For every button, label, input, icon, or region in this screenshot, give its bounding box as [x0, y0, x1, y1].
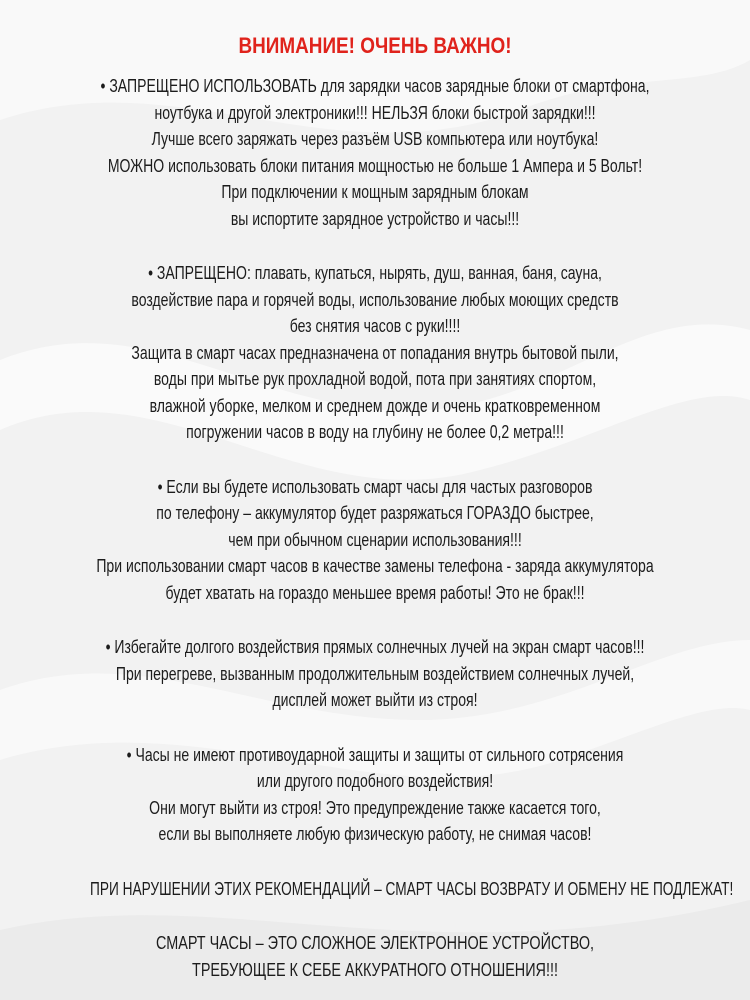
charging-warning-block	[0, 73, 750, 232]
text-line: воздействие пара и горячей воды, использование любых моющих средств	[131, 289, 619, 310]
text-line: если вы выполняете любую физическую работу, не снимая часов!	[158, 824, 592, 844]
sunlight-warning-block	[0, 634, 750, 714]
text-line: При использовании смарт часов в качестве замены телефона - заряда аккумулятора	[96, 556, 654, 576]
text-line: СМАРТ ЧАСЫ – ЭТО СЛОЖНОЕ ЭЛЕКТРОННОЕ УСТРОЙСТВО,	[155, 933, 595, 953]
text-line: ТРЕБУЮЩЕЕ К СЕБЕ АККУРАТНОГО ОТНОШЕНИЯ!!!	[192, 960, 558, 980]
text-line: вы испортите зарядное устройство и часы!!!	[230, 208, 520, 229]
shock-warning-block	[0, 742, 750, 848]
battery-warning-block	[0, 474, 750, 607]
return-policy-warning	[0, 876, 750, 903]
text-line: дисплей может выйти из строя!	[272, 690, 478, 710]
text-line: или другого подобного воздействия!	[256, 771, 494, 791]
text-line: погружении часов в воду на глубину не более 0,2 метра!!!	[186, 422, 564, 442]
text-line: воды при мытье рук прохладной водой, пота при занятиях спортом,	[153, 369, 597, 389]
closing-note	[0, 930, 750, 984]
text-line: Они могут выйти из строя! Это предупреждение также касается того,	[149, 797, 601, 818]
text-line: Лучше всего заряжать через разъём USB компьютера или ноутбука!	[151, 129, 599, 149]
text-line: При подключении к мощным зарядным блокам	[221, 182, 529, 202]
text-line: • ЗАПРЕЩЕНО ИСПОЛЬЗОВАТЬ для зарядки часов зарядные блоки от смартфона,	[100, 76, 650, 96]
text-line: влажной уборке, мелком и среднем дожде и очень кратковременном	[149, 395, 601, 416]
text-line: • Если вы будете использовать смарт часы для частых разговоров	[157, 476, 593, 497]
text-line: по телефону – аккумулятор будет разряжаться ГОРАЗДО быстрее,	[156, 503, 594, 523]
text-line: будет хватать на гораздо меньшее время работы! Это не брак!!!	[165, 582, 585, 603]
water-warning-block	[0, 260, 750, 446]
text-line: без снятия часов с руки!!!!	[289, 316, 461, 336]
text-line: • Часы не имеют противоударной защиты и защиты от сильного сотрясения	[126, 744, 624, 765]
text-line: чем при обычном сценарии использования!!!	[228, 529, 522, 550]
text-line: • Избегайте долгого воздействия прямых солнечных лучей на экран смарт часов!!!	[105, 637, 645, 657]
text-line: Защита в смарт часах предназначена от попадания внутрь бытовой пыли,	[131, 342, 619, 363]
text-line: ПРИ НАРУШЕНИИ ЭТИХ РЕКОМЕНДАЦИЙ – СМАРТ ЧАСЫ ВОЗВРАТУ И ОБМЕНУ НЕ ПОДЛЕЖАТ!	[90, 878, 734, 899]
text-line: При перегреве, вызванным продолжительным воздействием солнечных лучей,	[115, 663, 635, 684]
text-line: • ЗАПРЕЩЕНО: плавать, купаться, нырять, душ, ванная, баня, сауна,	[148, 263, 602, 283]
text-line: МОЖНО использовать блоки питания мощностью не больше 1 Ампера и 5 Вольт!	[107, 155, 643, 176]
text-line: ноутбука и другой электроники!!! НЕЛЬЗЯ блоки быстрой зарядки!!!	[154, 102, 596, 123]
page-title: ВНИМАНИЕ! ОЧЕНЬ ВАЖНО!	[238, 33, 512, 58]
